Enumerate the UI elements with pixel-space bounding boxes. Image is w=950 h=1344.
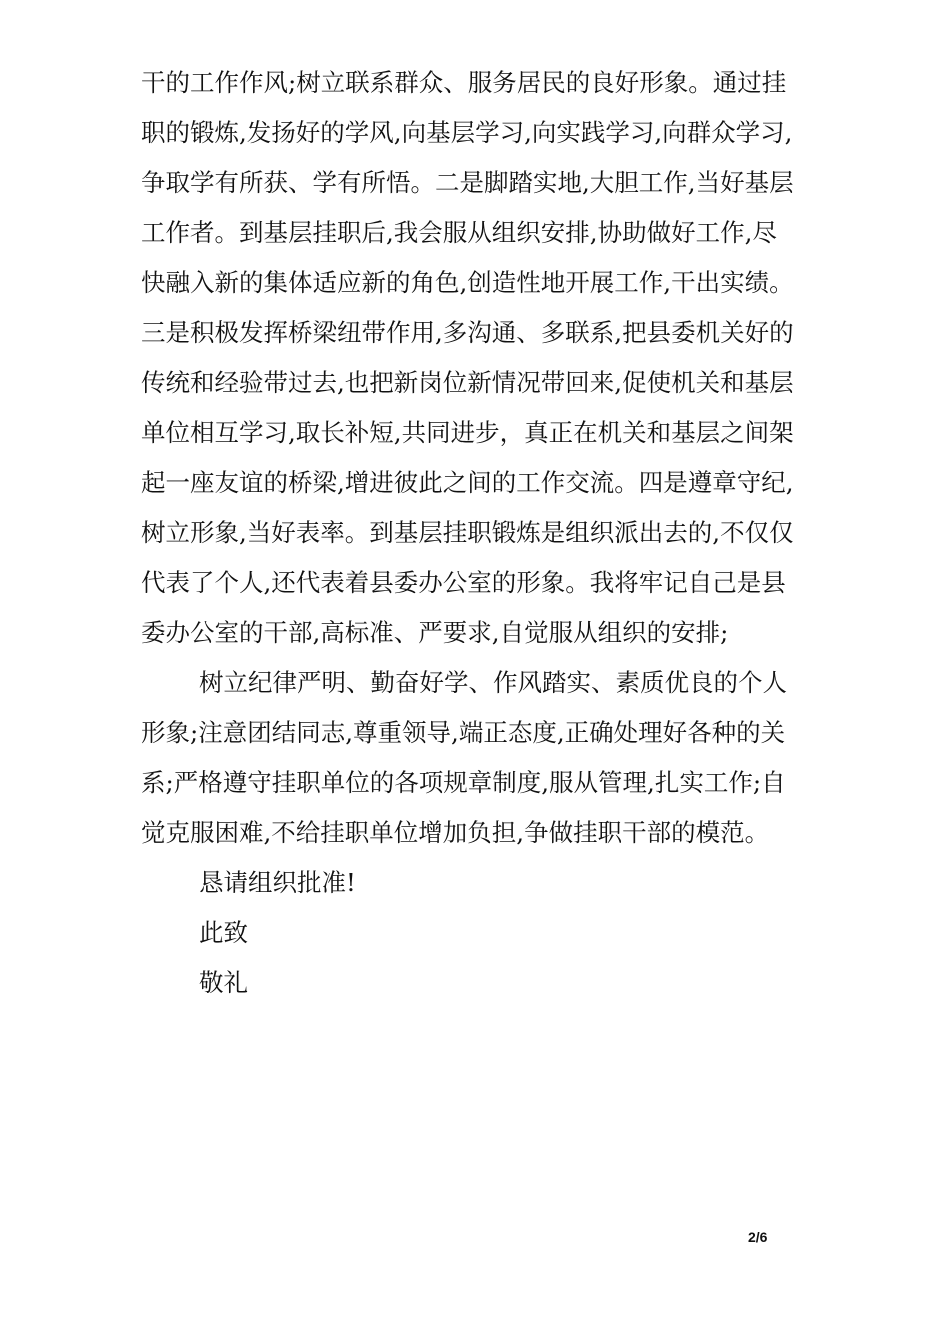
text-line: 工作者。到基层挂职后,我会服从组织安排,协助做好工作,尽	[141, 218, 777, 247]
salutation-ci-zhi: 此致	[199, 918, 248, 947]
text-line: 树立纪律严明、勤奋好学、作风踏实、素质优良的个人	[199, 668, 787, 697]
salutation-jing-li: 敬礼	[199, 968, 248, 997]
text-line: 三是积极发挥桥梁纽带作用,多沟通、多联系,把县委机关好的	[141, 318, 794, 347]
text-line: 委办公室的干部,高标准、严要求,自觉服从组织的安排;	[141, 618, 729, 647]
document-body	[141, 58, 831, 1008]
page-number: 2/6	[748, 1229, 768, 1245]
text-line: 快融入新的集体适应新的角色,创造性地开展工作,干出实绩。	[141, 268, 794, 297]
text-line: 觉克服困难,不给挂职单位增加负担,争做挂职干部的模范。	[141, 818, 770, 847]
text-line: 代表了个人,还代表着县委办公室的形象。我将牢记自己是县	[141, 568, 786, 597]
text-line: 传统和经验带过去,也把新岗位新情况带回来,促使机关和基层	[141, 368, 794, 397]
text-line: 系;严格遵守挂职单位的各项规章制度,服从管理,扎实工作;自	[141, 768, 786, 797]
text-line: 形象;注意团结同志,尊重领导,端正态度,正确处理好各种的关	[141, 718, 786, 747]
text-line: 树立形象,当好表率。到基层挂职锻炼是组织派出去的,不仅仅	[141, 518, 794, 547]
text-line: 起一座友谊的桥梁,增进彼此之间的工作交流。四是遵章守纪,	[141, 468, 794, 497]
text-line: 单位相互学习,取长补短,共同进步，真正在机关和基层之间架	[141, 418, 794, 447]
closing-request: 恳请组织批准!	[199, 868, 356, 897]
text-line: 争取学有所获、学有所悟。二是脚踏实地,大胆工作,当好基层	[141, 168, 794, 197]
text-line: 干的工作作风;树立联系群众、服务居民的良好形象。通过挂	[141, 68, 787, 97]
text-line: 职的锻炼,发扬好的学风,向基层学习,向实践学习,向群众学习,	[141, 118, 793, 147]
